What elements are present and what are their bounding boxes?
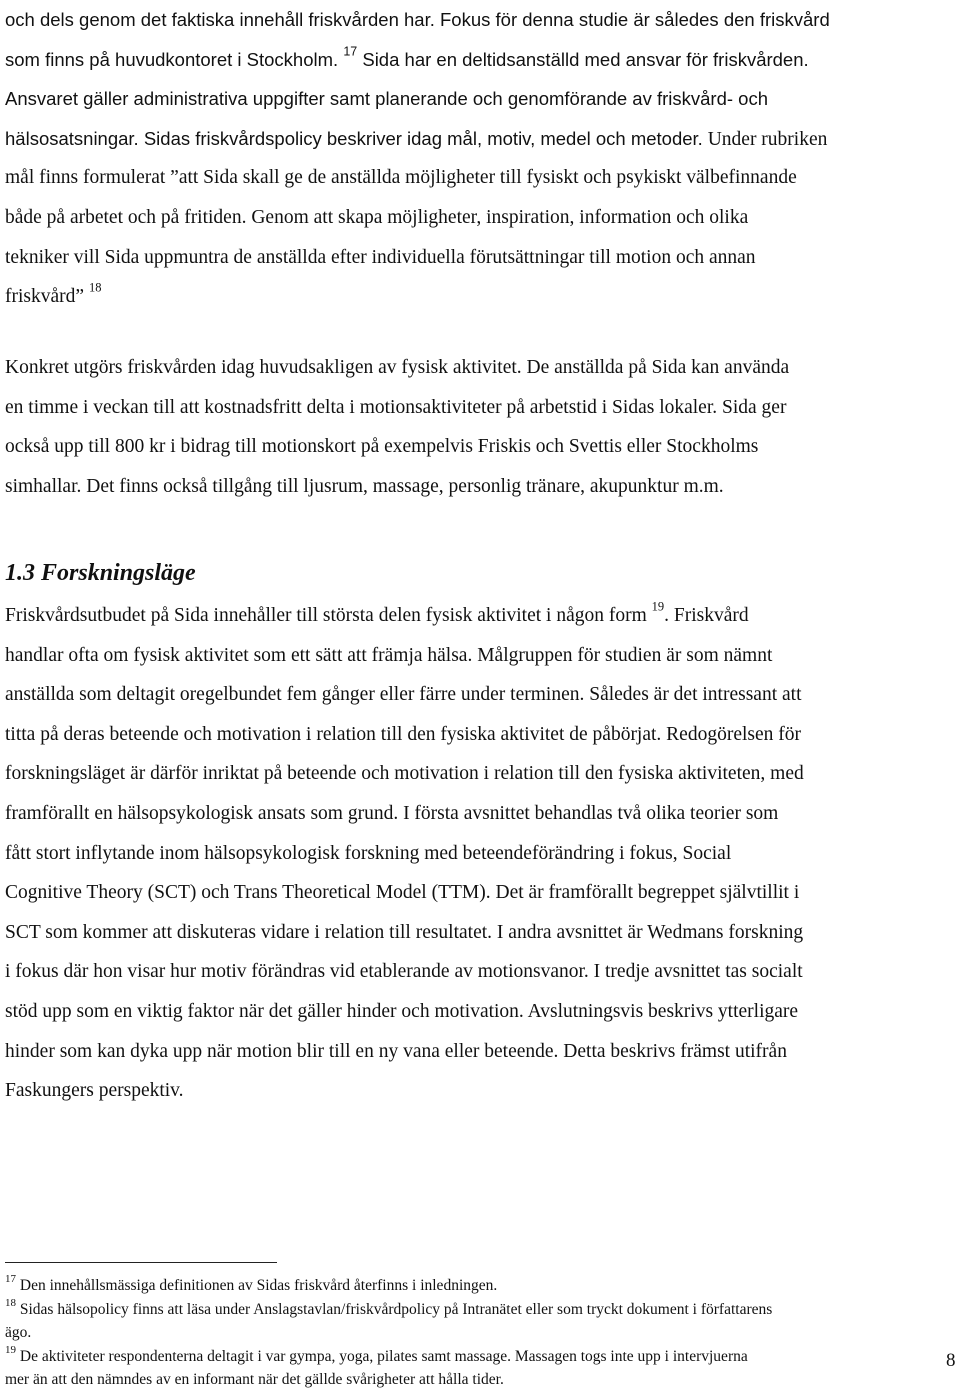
text-line: tekniker vill Sida uppmuntra de anställda efter individuella förutsättningar till motion och annan (5, 246, 756, 268)
footnotes (5, 1274, 945, 1392)
paragraph-forskningslage (5, 596, 945, 1111)
footnote-17: $^{17}$ Den innehållsmässiga definitionen av Sidas friskvård återfinns i inledningen. (5, 1272, 498, 1294)
text-line: SCT som kommer att diskuteras vidare i relation till resultatet. I andra avsnittet är Wedmans forskning (5, 921, 804, 943)
text-line: fått stort inflytande inom hälsopsykologisk forskning med beteendeförändring i fokus, Social (5, 842, 732, 864)
footnote-ref-18: 18 (88, 280, 102, 295)
page-number: 8 (946, 1350, 956, 1371)
text-line: Faskungers perspektiv. (5, 1080, 184, 1102)
text-line: och dels genom det faktiska innehåll friskvården har. Fokus för denna studie är således den friskvård (5, 9, 830, 30)
section-heading: 1.3 Forskningsläge (5, 560, 196, 586)
text-line: Konkret utgörs friskvården idag huvudsakligen av fysisk aktivitet. De anställda på Sida kan använda (5, 357, 790, 378)
text-line: forskningsläget är därför inriktat på beteende och motivation i relation till den fysiska aktiviteten, med (5, 763, 804, 785)
text-line: hinder som kan dyka upp när motion blir till en ny vana eller beteende. Detta beskrivs främst utifrån (5, 1040, 787, 1062)
footnote-19-continuation: mer än att den nämndes av en informant när det gällde svårigheter att hålla tider. (5, 1371, 504, 1388)
text-line: en timme i veckan till att kostnadsfritt delta i motionsaktiviteter på arbetstid i Sidas lokaler. Sida ger (5, 396, 787, 418)
text-line: både på arbetet och på fritiden. Genom att skapa möjligheter, inspiration, information och olika (5, 206, 749, 228)
paragraph-sida-friskvard-intro (5, 0, 945, 317)
text-line: simhallar. Det finns också tillgång till ljusrum, massage, personlig tränare, akupunktur m.m. (5, 475, 724, 497)
paragraph-friskvard-activities (5, 348, 945, 506)
footnote-18-continuation: ägo. (5, 1324, 32, 1341)
text-line: mål finns formulerat ”att Sida skall ge de anställda möjligheter till fysiskt och psykiskt välbefinnande (5, 167, 797, 189)
text-line: stöd upp som en viktig faktor när det gäller hinder och motivation. Avslutningsvis beskrivs ytterligare (5, 1000, 799, 1022)
text-line: som finns på huvudkontoret i Stockholm. $^{17}$ Sida har en deltidsanställd med ansvar för friskvården. (5, 43, 809, 70)
text-line: anställda som deltagit oregelbundet fem gånger eller färre under terminen. Således är det intressant att (5, 684, 802, 706)
text-line: också upp till 800 kr i bidrag till motionskort på exempelvis Friskis och Svettis eller Stockholms (5, 436, 759, 458)
text-line: handlar ofta om fysisk aktivitet som ett sätt att främja hälsa. Målgruppen för studien är som nämnt (5, 644, 773, 666)
footnote-ref-17: 17 (343, 43, 358, 58)
text-line: Ansvaret gäller administrativa uppgifter samt planerande och genomförande av friskvård- och (5, 88, 769, 110)
footnote-19: $^{19}$ De aktiviteter respondenterna deltagit i var gympa, yoga, pilates samt massage. Massagen togs inte upp i intervjuerna (5, 1343, 748, 1365)
text-line: titta på deras beteende och motivation i relation till den fysiska aktivitet de påbörjat. Redogörelsen för (5, 723, 802, 745)
text-line: Friskvårdsutbudet på Sida innehåller till största delen fysisk aktivitet i någon form $^{19}$. Friskvård (5, 599, 749, 626)
text-line: i fokus där hon visar hur motiv förändras vid etablerande av motionsvanor. I tredje avsnittet tas socialt (5, 961, 803, 983)
footnote-divider (5, 1262, 277, 1263)
text-line: hälsosatsningar. Sidas friskvårdspolicy beskriver idag mål, motiv, medel och metoder. Under rubriken (5, 127, 828, 150)
text-line: Cognitive Theory (SCT) och Trans Theoretical Model (TTM). Det är framförallt begreppet självtillit i (5, 882, 800, 904)
text-line: framförallt en hälsopsykologisk ansats som grund. I första avsnittet behandlas två olika teorier som (5, 802, 779, 824)
footnote-18: $^{18}$ Sidas hälsopolicy finns att läsa under Anslagstavlan/friskvårdpolicy på Intranätet eller som tryckt dokument i författarens (5, 1296, 773, 1318)
text-line: friskvård” $^{18}$ (5, 280, 102, 308)
footnote-ref-19: 19 (651, 599, 665, 614)
